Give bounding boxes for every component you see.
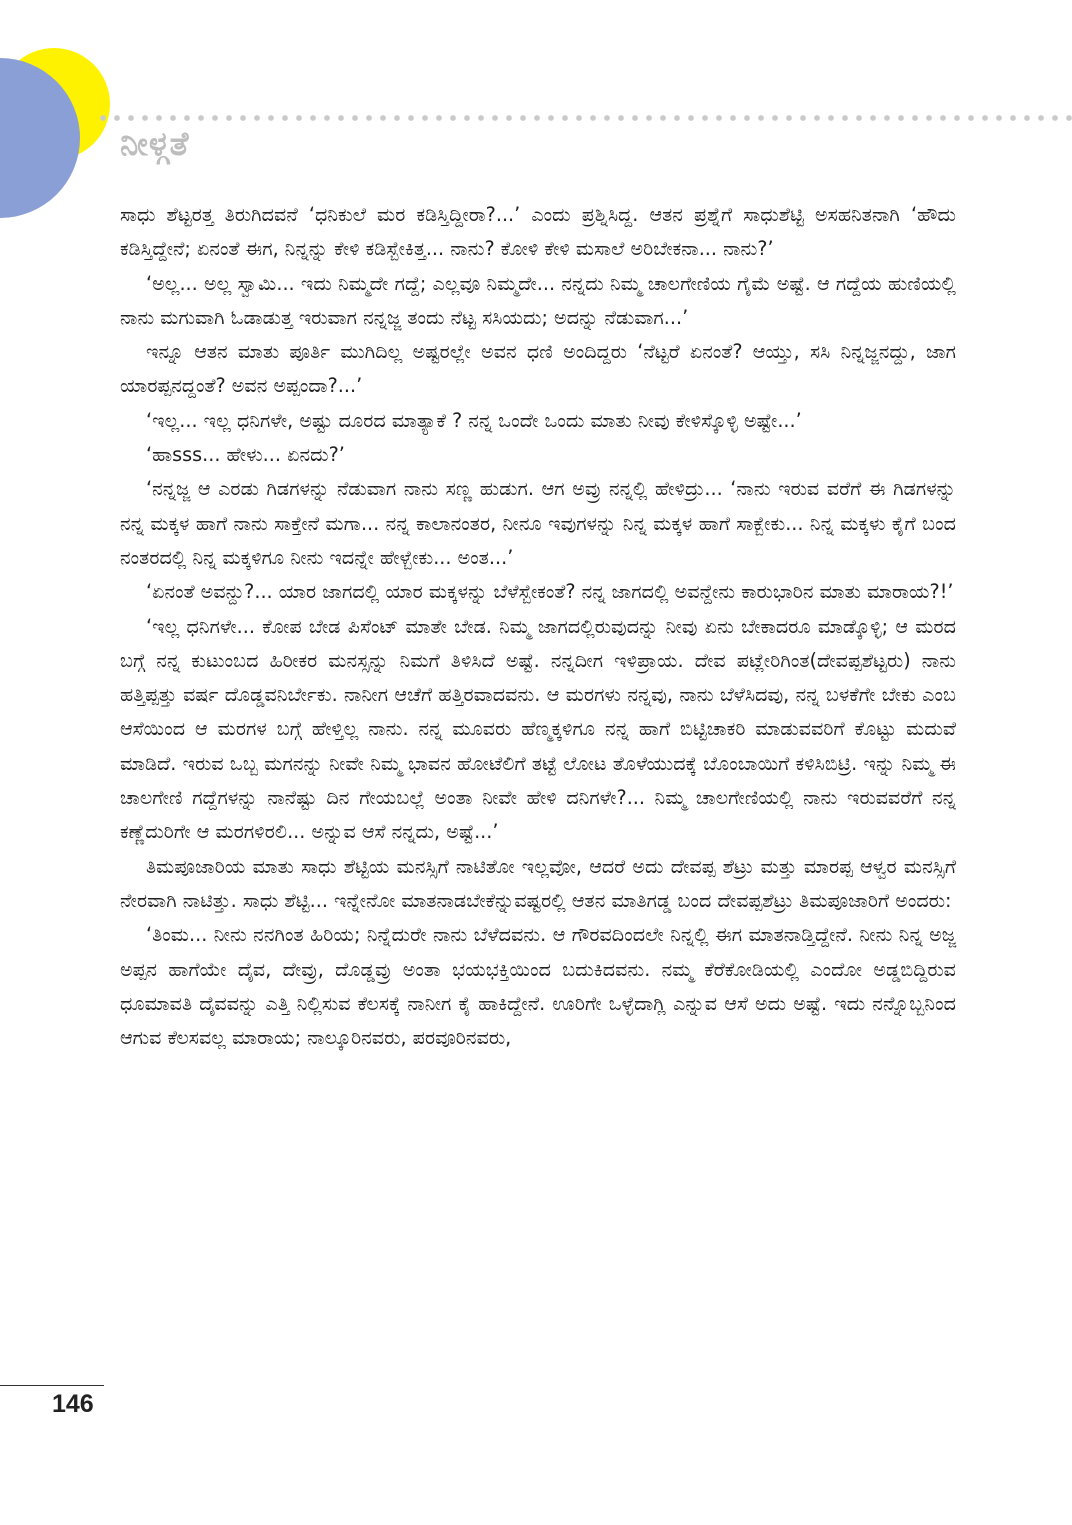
paragraph: ‘ತಿಂಮ... ನೀನು ನನಗಿಂತ ಹಿರಿಯ; ನಿನ್ನೆದುರೇ ನಾನು ಬೆಳೆದವನು. ಆ ಗೌರವದಿಂದಲೇ ನಿನ್ನಲ್ಲಿ ಈಗ ಮಾತನಾಡ್ತಿದ್ದೇನೆ. ನೀನು ನಿನ್ನ ಅಜ್ಜ ಅಪ್ಪನ ಹಾಗೆಯೇ ದೈವ, ದೇವ್ರು, ದೊಡ್ಡವ್ರು ಅಂತಾ ಭಯಭಕ್ತಿಯಿಂದ ಬದುಕಿದವನು. ನಮ್ಮ ಕೆರೆಕೋಡಿಯಲ್ಲಿ ಎಂದೋ ಅಡ್ಡಬಿದ್ದಿರುವ ಧೂಮಾವತಿ ದೈವವನ್ನು ಎತ್ತಿ ನಿಲ್ಲಿಸುವ ಕೆಲಸಕ್ಕೆ ನಾನೀಗ ಕೈ ಹಾಕಿದ್ದೇನೆ. ಊರಿಗೇ ಒಳ್ಳೆದಾಗ್ಲಿ ಎನ್ನುವ ಆಸೆ ಅದು ಅಷ್ಟೆ. ಇದು ನನ್ನೊಬ್ಬನಿಂದ ಆಗುವ ಕೆಲಸವಲ್ಲ ಮಾರಾಯ; ನಾಲ್ಕೂರಿನವರು, ಪರವೂರಿನವರು, xyxy=(120,923,956,1050)
paragraph: ‘ಅಲ್ಲ... ಅಲ್ಲ ಸ್ವಾಮಿ... ಇದು ನಿಮ್ಮದೇ ಗದ್ದೆ; ಎಲ್ಲವೂ ನಿಮ್ಮದೇ... ನನ್ನದು ನಿಮ್ಮ ಚಾಲಗೇಣಿಯ ಗೈಮೆ ಅಷ್ಟೆ. ಆ ಗದ್ದೆಯ ಹುಣಿಯಲ್ಲಿ ನಾನು ಮಗುವಾಗಿ ಓಡಾಡುತ್ತ ಇರುವಾಗ ನನ್ನಜ್ಜ ತಂದು ನೆಟ್ಟ ಸಸಿಯದು; ಅದನ್ನು ನೆಡುವಾಗ...’ xyxy=(120,271,956,329)
paragraph: ‘ಇಲ್ಲ... ಇಲ್ಲ ಧನಿಗಳೇ, ಅಷ್ಟು ದೂರದ ಮಾತ್ಯಾಕೆ ? ನನ್ನ ಒಂದೇ ಒಂದು ಮಾತು ನೀವು ಕೇಳಿಸ್ಕೊಳ್ಳಿ ಅಷ್ಟೇ...’ xyxy=(146,408,802,432)
story-text xyxy=(120,198,956,1055)
footer-rule xyxy=(0,1385,104,1386)
section-title: ನೀಳ್ಗತೆ xyxy=(120,124,190,163)
paragraph: ‘ಹಾsss... ಹೇಳು... ಏನದು?’ xyxy=(146,443,345,467)
dotted-header-rule xyxy=(96,114,1072,122)
paragraph: ತಿಮಪೂಜಾರಿಯ ಮಾತು ಸಾಧು ಶೆಟ್ಟಿಯ ಮನಸ್ಸಿಗೆ ನಾಟಿತೋ ಇಲ್ಲವೋ, ಆದರೆ ಅದು ದೇವಪ್ಪ ಶೆಟ್ರು ಮತ್ತು ಮಾರಪ್ಪ ಆಳ್ವರ ಮನಸ್ಸಿಗೆ ನೇರವಾಗಿ ನಾಟಿತ್ತು. ಸಾಧು ಶೆಟ್ಟಿ... ಇನ್ನೇನೋ ಮಾತನಾಡಬೇಕೆನ್ನುವಷ್ಟರಲ್ಲಿ ಆತನ ಮಾತಿಗಡ್ಡ ಬಂದ ದೇವಪ್ಪಶೆಟ್ರು ತಿಮಪೂಜಾರಿಗೆ ಅಂದರು: xyxy=(120,854,956,912)
paragraph: ‘ನನ್ನಜ್ಜ ಆ ಎರಡು ಗಿಡಗಳನ್ನು ನೆಡುವಾಗ ನಾನು ಸಣ್ಣ ಹುಡುಗ. ಆಗ ಅವ್ರು ನನ್ನಲ್ಲಿ ಹೇಳಿದ್ರು... ‘ನಾನು ಇರುವ ವರೆಗೆ ಈ ಗಿಡಗಳನ್ನು ನನ್ನ ಮಕ್ಕಳ ಹಾಗೆ ನಾನು ಸಾಕ್ತೇನೆ ಮಗಾ... ನನ್ನ ಕಾಲಾನಂತರ, ನೀನೂ ಇವುಗಳನ್ನು ನಿನ್ನ ಮಕ್ಕಳ ಹಾಗೆ ಸಾಕ್ಬೇಕು... ನಿನ್ನ ಮಕ್ಕಳು ಕೈಗೆ ಬಂದ ನಂತರದಲ್ಲಿ ನಿನ್ನ ಮಕ್ಕಳಿಗೂ ನೀನು ಇದನ್ನೇ ಹೇಳ್ಬೇಕು... ಅಂತ...’ xyxy=(120,477,956,569)
paragraph: ‘ಇಲ್ಲ ಧನಿಗಳೇ... ಕೋಪ ಬೇಡ ಪಿಸೆಂಟ್ ಮಾತೇ ಬೇಡ. ನಿಮ್ಮ ಜಾಗದಲ್ಲಿರುವುದನ್ನು ನೀವು ಏನು ಬೇಕಾದರೂ ಮಾಡ್ಕೊಳ್ಳಿ; ಆ ಮರದ ಬಗ್ಗೆ ನನ್ನ ಕುಟುಂಬದ ಹಿರೀಕರ ಮನಸ್ಸನ್ನು ನಿಮಗೆ ತಿಳಿಸಿದೆ ಅಷ್ಟೆ. ನನ್ನದೀಗ ಇಳಿಪ್ರಾಯ. ದೇವ ಪಟ್ಲೇರಿಗಿಂತ(ದೇವಪ್ಪಶೆಟ್ಟರು) ನಾನು ಹತ್ತಿಪ್ಪತ್ತು ವರ್ಷ ದೊಡ್ಡವನಿರ್ಬೇಕು. ನಾನೀಗ ಆಚೆಗೆ ಹತ್ತಿರವಾದವನು. ಆ ಮರಗಳು ನನ್ನವು, ನಾನು ಬೆಳೆಸಿದವು, ನನ್ನ ಬಳಕೆಗೇ ಬೇಕು ಎಂಬ ಆಸೆಯಿಂದ ಆ ಮರಗಳ ಬಗ್ಗೆ ಹೇಳ್ತಿಲ್ಲ ನಾನು. ನನ್ನ ಮೂವರು ಹೆಣ್ಮಕ್ಕಳಿಗೂ ನನ್ನ ಹಾಗೆ ಬಿಟ್ಟಿಚಾಕರಿ ಮಾಡುವವರಿಗೆ ಕೊಟ್ಟು ಮದುವೆ ಮಾಡಿದೆ. ಇರುವ ಒಬ್ಬ ಮಗನನ್ನು ನೀವೇ ನಿಮ್ಮ ಭಾವನ ಹೋಟೆಲಿಗೆ ತಟ್ಟೆ ಲೋಟ ತೊಳೆಯುದಕ್ಕೆ ಬೊಂಬಾಯಿಗೆ ಕಳಿಸಿಬಿಟ್ರಿ. ಇನ್ನು ನಿಮ್ಮ ಈ ಚಾಲಗೇಣಿ ಗದ್ದೆಗಳನ್ನು ನಾನೆಷ್ಟು ದಿನ ಗೇಯಬಲ್ಲೆ ಅಂತಾ ನೀವೇ ಹೇಳಿ ದನಿಗಳೇ?... ನಿಮ್ಮ ಚಾಲಗೇಣಿಯಲ್ಲಿ ನಾನು ಇರುವವರೆಗೆ ನನ್ನ ಕಣ್ಣೆದುರಿಗೇ ಆ ಮರಗಳಿರಲಿ... ಅನ್ನುವ ಆಸೆ ನನ್ನದು, ಅಷ್ಟೆ...’ xyxy=(120,614,956,844)
paragraph: ‘ಏನಂತೆ ಅವನ್ದು?... ಯಾರ ಜಾಗದಲ್ಲಿ ಯಾರ ಮಕ್ಕಳನ್ನು ಬೆಳೆಸ್ಬೇಕಂತೆ? ನನ್ನ ಜಾಗದಲ್ಲಿ ಅವನ್ದೇನು ಕಾರುಭಾರಿನ ಮಾತು ಮಾರಾಯ?!’ xyxy=(146,580,954,604)
page-number: 146 xyxy=(52,1390,94,1418)
paragraph: ಸಾಧು ಶೆಟ್ಟರತ್ತ ತಿರುಗಿದವನೆ ‘ಧನಿಕುಲೆ ಮರ ಕಡಿಸ್ತಿದ್ದೀರಾ?...’ ಎಂದು ಪ್ರಶ್ನಿಸಿದ್ದ. ಆತನ ಪ್ರಶ್ನೆಗೆ ಸಾಧುಶೆಟ್ಟಿ ಅಸಹನಿತನಾಗಿ ‘ಹೌದು ಕಡಿಸ್ತಿದ್ದೇನೆ; ಏನಂತೆ ಈಗ, ನಿನ್ನನ್ನು ಕೇಳಿ ಕಡಿಸ್ಬೇಕಿತ್ತ... ನಾನು? ಕೋಳಿ ಕೇಳಿ ಮಸಾಲೆ ಅರಿಬೇಕನಾ... ನಾನು?’ xyxy=(120,203,956,261)
paragraph: ಇನ್ನೂ ಆತನ ಮಾತು ಪೂರ್ತಿ ಮುಗಿದಿಲ್ಲ ಅಷ್ಟರಲ್ಲೇ ಅವನ ಧಣಿ ಅಂದಿದ್ದರು ‘ನೆಟ್ಟರೆ ಏನಂತೆ? ಆಯ್ತು, ಸಸಿ ನಿನ್ನಜ್ಜನದ್ದು, ಜಾಗ ಯಾರಪ್ಪನದ್ದಂತೆ? ಅವನ ಅಪ್ಪಂದಾ?...’ xyxy=(120,340,956,398)
